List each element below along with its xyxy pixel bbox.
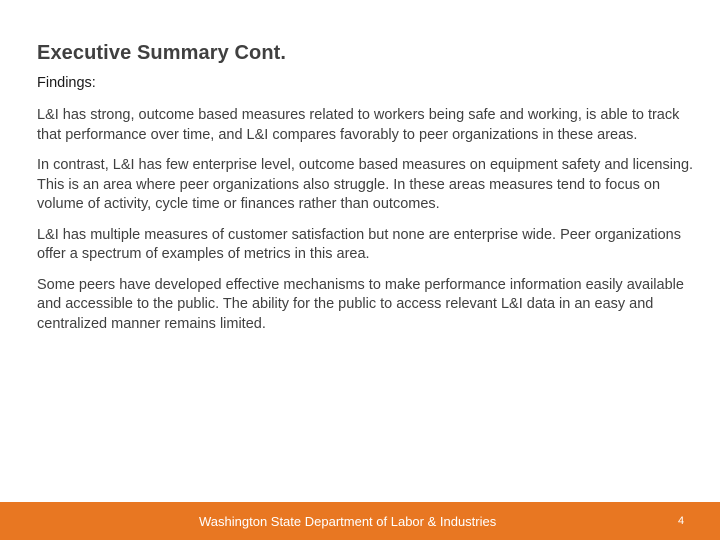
footer-bar — [0, 502, 720, 540]
finding-paragraph-4: Some peers have developed effective mechanisms to make performance information easily available and accessible to the public. The ability for the public to access relevant L&I data in an easy and centralized manner remains limited. — [37, 276, 684, 332]
slide-title: Executive Summary Cont. — [37, 42, 287, 64]
finding-paragraph-3: L&I has multiple measures of customer satisfaction but none are enterprise wide. Peer organizations offer a spectrum of examples of metrics in this area. — [37, 226, 681, 262]
finding-paragraph-1: L&I has strong, outcome based measures related to workers being safe and working, is able to track that performance over time, and L&I compares favorably to peer organizations in these areas. — [37, 107, 680, 143]
footer-organization: Washington State Department of Labor & Industries — [199, 514, 497, 529]
findings-heading: Findings: — [37, 75, 96, 91]
finding-paragraph-2: In contrast, L&I has few enterprise level, outcome based measures on equipment safety and licensing. This is an area where peer organizations also struggle. In these areas measures tend to focus on volume of activity, cycle time or finances rather than outcomes. — [37, 157, 694, 212]
findings-body — [37, 106, 697, 345]
page-number: 4 — [678, 515, 685, 527]
